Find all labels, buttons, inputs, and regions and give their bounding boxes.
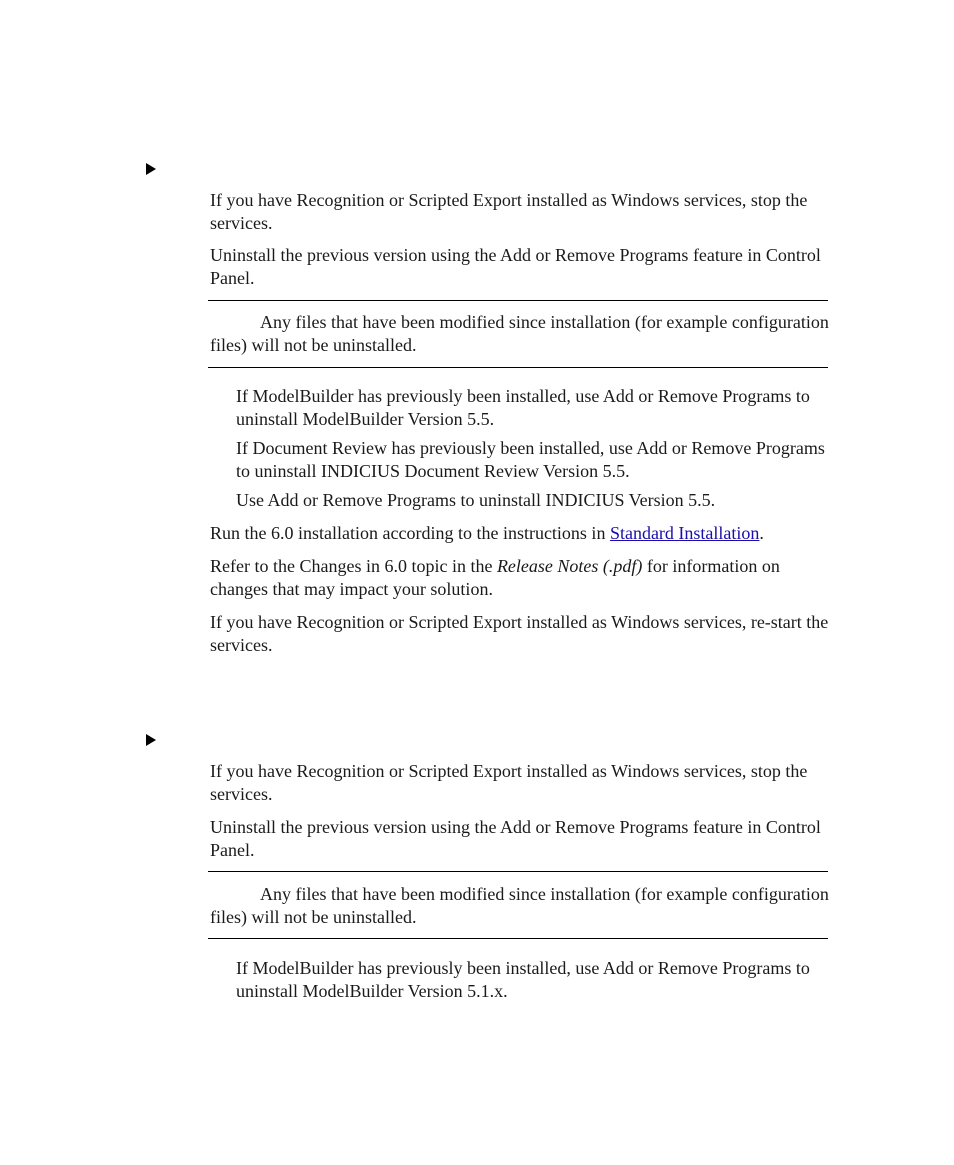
note-top-rule	[208, 300, 828, 301]
standard-installation-link[interactable]: Standard Installation	[609, 523, 760, 543]
note-text: Any files that have been modified since installation (for example configuration files) will not be uninstalled.	[210, 884, 829, 927]
substep-modelbuilder: If ModelBuilder has previously been installed, use Add or Remove Programs to uninstall ModelBuilder Version 5.1.x.	[236, 958, 810, 1001]
substep-document-review: If Document Review has previously been installed, use Add or Remove Programs to uninstall INDICIUS Document Review Version 5.5.	[236, 438, 825, 481]
note-bottom-rule	[208, 367, 828, 368]
run-step-period: .	[759, 523, 764, 543]
step-run-installation	[210, 522, 830, 545]
step-stop-services: If you have Recognition or Scripted Export installed as Windows services, stop the services.	[210, 761, 808, 804]
substep-modelbuilder: If ModelBuilder has previously been installed, use Add or Remove Programs to uninstall ModelBuilder Version 5.5.	[236, 386, 810, 429]
step-uninstall-previous: Uninstall the previous version using the Add or Remove Programs feature in Control Panel.	[210, 817, 821, 860]
note-text: Any files that have been modified since installation (for example configuration files) will not be uninstalled.	[210, 312, 829, 355]
refer-step-text-end: for information on changes that may impact your solution.	[210, 556, 780, 599]
release-notes-title: Release Notes (.pdf)	[496, 556, 643, 576]
step-stop-services: If you have Recognition or Scripted Export installed as Windows services, stop the services.	[210, 190, 808, 233]
substep-indicius: Use Add or Remove Programs to uninstall INDICIUS Version 5.5.	[236, 490, 716, 510]
note-bottom-rule	[208, 938, 828, 939]
note-box	[210, 311, 830, 356]
step-restart-services: If you have Recognition or Scripted Export installed as Windows services, re-start the services.	[210, 612, 829, 655]
step-uninstall-previous: Uninstall the previous version using the Add or Remove Programs feature in Control Panel.	[210, 245, 821, 288]
refer-step-text: Refer to the Changes in 6.0 topic in the	[210, 556, 497, 576]
note-top-rule	[208, 871, 828, 872]
step-refer-release-notes	[210, 555, 830, 600]
procedure-arrow-icon	[146, 163, 156, 175]
note-box	[210, 883, 830, 928]
run-step-text: Run the 6.0 installation according to the instructions in	[210, 523, 610, 543]
procedure-arrow-icon	[146, 734, 156, 746]
